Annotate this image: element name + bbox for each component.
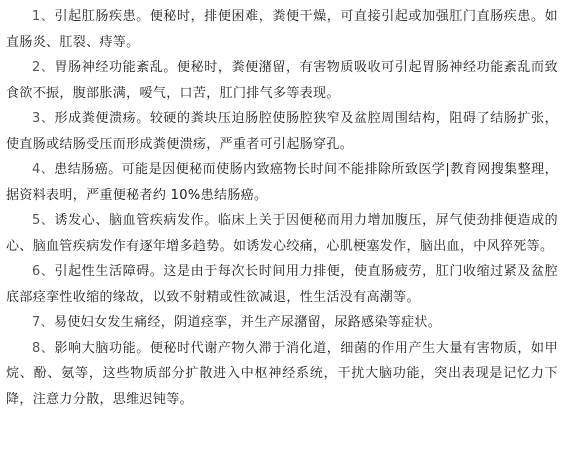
article-body	[6, 4, 558, 412]
paragraph-text: 形成粪便溃疡。较硬的粪块压迫肠腔使肠腔狭窄及盆腔周围结构，阻碍了结肠扩张，使直肠或结肠受压而形成粪便溃疡，严重者可引起肠穿孔。	[6, 111, 558, 152]
paragraph-number: 4、	[32, 162, 55, 177]
paragraph-number: 6、	[32, 264, 55, 279]
paragraph-number: 8、	[32, 340, 55, 356]
paragraph-text: 易使妇女发生痛经，阴道痉挛，并生产尿潴留，尿路感染等症状。	[53, 315, 442, 330]
paragraph-6	[6, 259, 558, 310]
paragraph-text: 胃肠神经功能紊乱。便秘时，粪便潴留，有害物质吸收可引起胃肠神经功能紊乱而致食欲不振，腹部胀满，嗳气，口苦，肛门排气多等表现。	[6, 60, 558, 101]
paragraph-1	[6, 4, 558, 55]
paragraph-text: 诱发心、脑血管疾病发作。临床上关于因便秘而用力增加腹压，屏气使劲排便造成的心、脑血管疾病发作有逐年增多趋势。如诱发心绞痛，心肌梗塞发作，脑出血，中风猝死等。	[6, 213, 558, 254]
paragraph-2	[6, 55, 558, 106]
paragraph-text: 引起肛肠疾患。便秘时，排便困难，粪便干燥，可直接引起或加强肛门直肠疾患。如直肠炎、肛裂、痔等。	[6, 9, 558, 50]
paragraph-3	[6, 106, 558, 157]
paragraph-number: 7、	[32, 315, 54, 330]
paragraph-7	[6, 310, 558, 336]
paragraph-4	[6, 157, 558, 208]
paragraph-8	[6, 336, 558, 413]
paragraph-number: 5、	[32, 213, 55, 228]
paragraph-5	[6, 208, 558, 259]
paragraph-number: 2、	[32, 60, 55, 75]
paragraph-number: 3、	[32, 111, 55, 126]
paragraph-text: 患结肠癌。可能是因便秘而使肠内致癌物长时间不能排除所致医学|教育网搜集整理，据资料表明，严重便秘者约 10%患结肠癌。	[6, 162, 558, 203]
paragraph-number: 1、	[32, 9, 55, 24]
paragraph-text: 引起性生活障碍。这是由于每次长时间用力排便，使直肠疲劳，肛门收缩过紧及盆腔底部痉挛性收缩的缘故，以致不射精或性欲减退，性生活没有高潮等。	[6, 264, 558, 305]
paragraph-text: 影响大脑功能。便秘时代谢产物久滞于消化道，细菌的作用产生大量有害物质，如甲烷、酚、氨等，这些物质部分扩散进入中枢神经系统，干扰大脑功能，突出表现是记忆力下降，注意力分散，思维迟钝等。	[6, 340, 558, 407]
